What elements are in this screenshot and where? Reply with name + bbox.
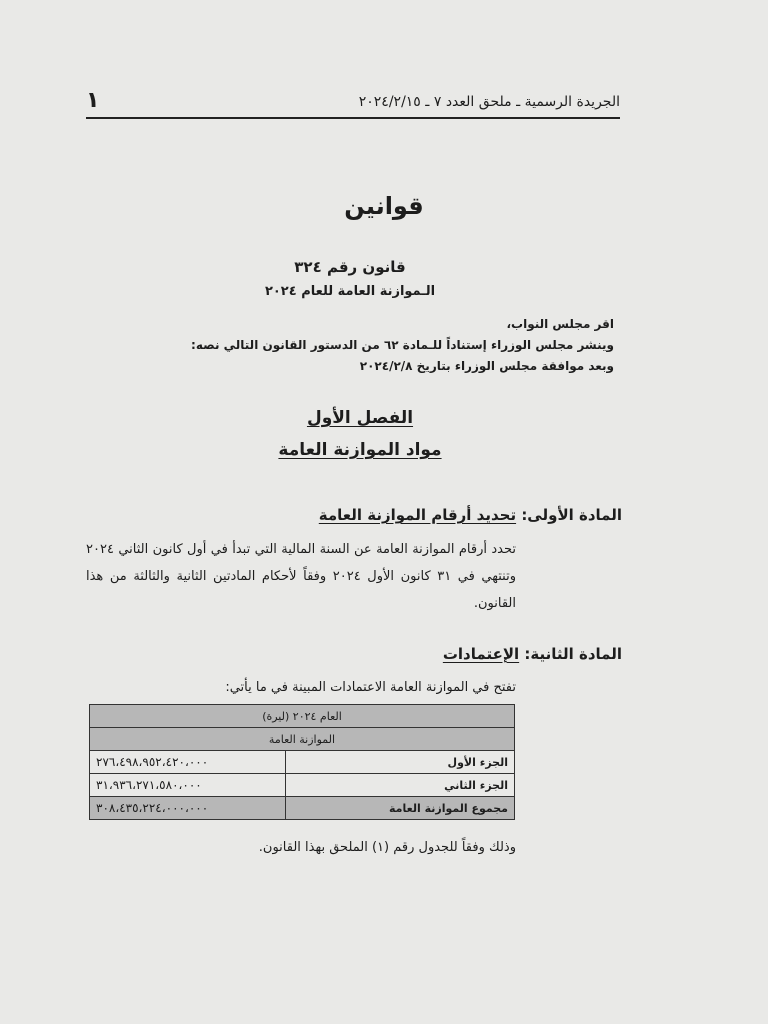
- gazette-header: [86, 88, 620, 114]
- row-label: الجزء الأول: [285, 751, 515, 774]
- article-1-text: تحدد أرقام الموازنة العامة عن السنة المالية التي تبدأ في أول كانون الثاني ٢٠٢٤ وتنتهي في ٣١ كانون الأول ٢٠٢٤ وفقاً لأحكام المادتين الثانية والثالثة من هذا القانون.: [86, 542, 516, 611]
- preamble-line: اقر مجلس النواب،: [506, 317, 614, 331]
- row-value: ٣١،٩٣٦،٢٧١،٥٨٠،٠٠٠: [90, 774, 286, 797]
- preamble: [144, 314, 614, 377]
- total-label: مجموع الموازنة العامة: [285, 797, 515, 820]
- appropriations-table: [89, 704, 515, 820]
- law-subject: الـموازنة العامة للعام ٢٠٢٤: [264, 284, 436, 299]
- table-header-row: [90, 728, 515, 751]
- row-label: الجزء الثاني: [285, 774, 515, 797]
- article-2-heading: [443, 645, 622, 663]
- preamble-line: وبعد موافقة مجلس الوزراء بتاريخ ٢٠٢٤/٢/٨: [359, 359, 614, 373]
- page-number: ١: [86, 88, 100, 113]
- table-row: [90, 774, 515, 797]
- header-rule: [86, 117, 620, 119]
- section-title: قوانين: [344, 192, 424, 220]
- article-2-intro: تفتح في الموازنة العامة الاعتمادات المبينة في ما يأتي:: [225, 680, 516, 695]
- chapter-title-text: الفصل الأول: [306, 408, 414, 428]
- row-value: ٢٧٦،٤٩٨،٩٥٢،٤٢٠،٠٠٠: [90, 751, 286, 774]
- law-number: قانون رقم ٣٢٤: [294, 258, 406, 276]
- chapter-title: [0, 408, 720, 428]
- chapter-subtitle-text: مواد الموازنة العامة: [278, 440, 442, 460]
- preamble-line: وينشر مجلس الوزراء إستناداً للـمادة ٦٢ من الدستور القانون التالي نصه:: [191, 338, 614, 352]
- table-header-year: العام ٢٠٢٤ (ليرة): [90, 705, 515, 728]
- table-total-row: [90, 797, 515, 820]
- article-1-heading: [319, 506, 622, 524]
- article-2-title: الإعتمادات: [442, 645, 520, 663]
- article-2-label: المادة الثانية:: [524, 645, 622, 663]
- table-header-row: [90, 705, 515, 728]
- table-header-budget: الموازنة العامة: [90, 728, 515, 751]
- article-1-title: تحديد أرقام الموازنة العامة: [318, 506, 517, 524]
- total-value: ٣٠٨،٤٣٥،٢٢٤،٠٠٠،٠٠٠: [90, 797, 286, 820]
- table-row: [90, 751, 515, 774]
- chapter-subtitle: [0, 440, 720, 460]
- article-1-label: المادة الأولى:: [521, 506, 622, 524]
- gazette-header-text: الجريدة الرسمية ـ ملحق العدد ٧ ـ ٢٠٢٤/٢/١٥: [358, 94, 620, 110]
- article-2-closing: وذلك وفقاً للجدول رقم (١) الملحق بهذا القانون.: [258, 840, 516, 855]
